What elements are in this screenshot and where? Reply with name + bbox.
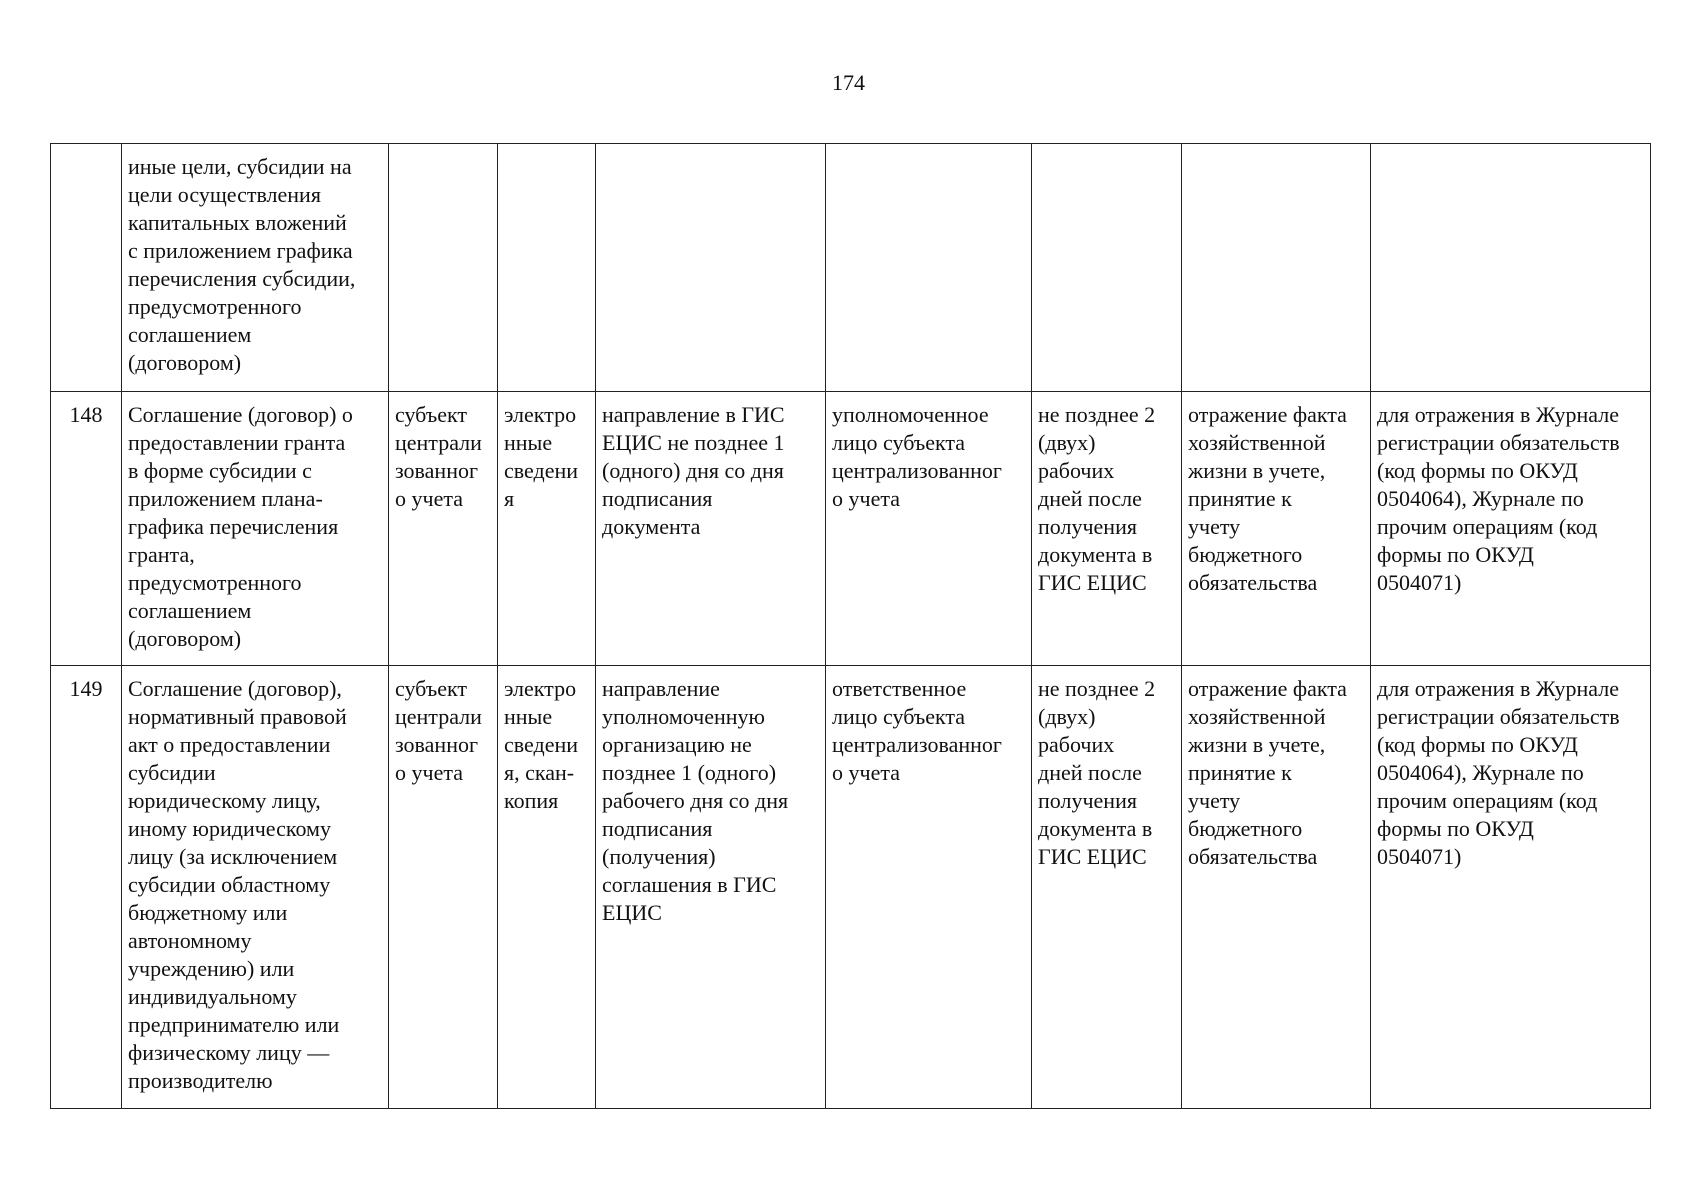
format-cell: электро нные сведени я, скан- копия — [498, 666, 596, 1109]
responsible-person-cell: ответственное лицо субъекта централизованног о учета — [826, 666, 1032, 1109]
table-row — [51, 666, 1651, 1109]
accounting-action-cell — [1182, 144, 1371, 392]
responsible-person-cell: уполномоченное лицо субъекта централизованног о учета — [826, 392, 1032, 666]
table-row — [51, 144, 1651, 392]
submission-deadline-cell: направление уполномоченную организацию не позднее 1 (одного) рабочего дня со дня подписания (получения) соглашения в ГИС ЕЦИС — [596, 666, 826, 1109]
document-name-cell: иные цели, субсидии на цели осуществления капитальных вложений с приложением графика перечисления субсидии, предусмотренного соглашением (договором) — [122, 144, 389, 392]
journal-cell: для отражения в Журнале регистрации обязательств (код формы по ОКУД 0504064), Журнале по прочим операциям (код формы по ОКУД 0504071) — [1371, 666, 1651, 1109]
journal-cell — [1371, 144, 1651, 392]
accounting-action-cell: отражение факта хозяйственной жизни в учете, принятие к учету бюджетного обязательства — [1182, 666, 1371, 1109]
processing-deadline-cell — [1032, 144, 1182, 392]
row-number-cell: 148 — [51, 392, 122, 666]
creator-cell — [389, 144, 498, 392]
creator-cell: субъект централи зованног о учета — [389, 392, 498, 666]
submission-deadline-cell — [596, 144, 826, 392]
document-flow-table — [50, 143, 1651, 1109]
submission-deadline-cell: направление в ГИС ЕЦИС не позднее 1 (одного) дня со дня подписания документа — [596, 392, 826, 666]
document-name-cell: Соглашение (договор), нормативный правовой акт о предоставлении субсидии юридическому лицу, иному юридическому лицу (за исключением субсидии областному бюджетному или автономному учреждению) или индивидуальному предпринимателю или физическому лицу — производителю — [122, 666, 389, 1109]
format-cell — [498, 144, 596, 392]
table-row — [51, 392, 1651, 666]
processing-deadline-cell: не позднее 2 (двух) рабочих дней после получения документа в ГИС ЕЦИС — [1032, 392, 1182, 666]
processing-deadline-cell: не позднее 2 (двух) рабочих дней после получения документа в ГИС ЕЦИС — [1032, 666, 1182, 1109]
journal-cell: для отражения в Журнале регистрации обязательств (код формы по ОКУД 0504064), Журнале по прочим операциям (код формы по ОКУД 0504071) — [1371, 392, 1651, 666]
row-number-cell: 149 — [51, 666, 122, 1109]
page-number: 174 — [832, 70, 865, 95]
format-cell: электро нные сведени я — [498, 392, 596, 666]
accounting-action-cell: отражение факта хозяйственной жизни в учете, принятие к учету бюджетного обязательства — [1182, 392, 1371, 666]
row-number-cell — [51, 144, 122, 392]
creator-cell: субъект централи зованног о учета — [389, 666, 498, 1109]
document-name-cell: Соглашение (договор) о предоставлении гранта в форме субсидии с приложением плана- графика перечисления гранта, предусмотренного соглашением (договором) — [122, 392, 389, 666]
responsible-person-cell — [826, 144, 1032, 392]
